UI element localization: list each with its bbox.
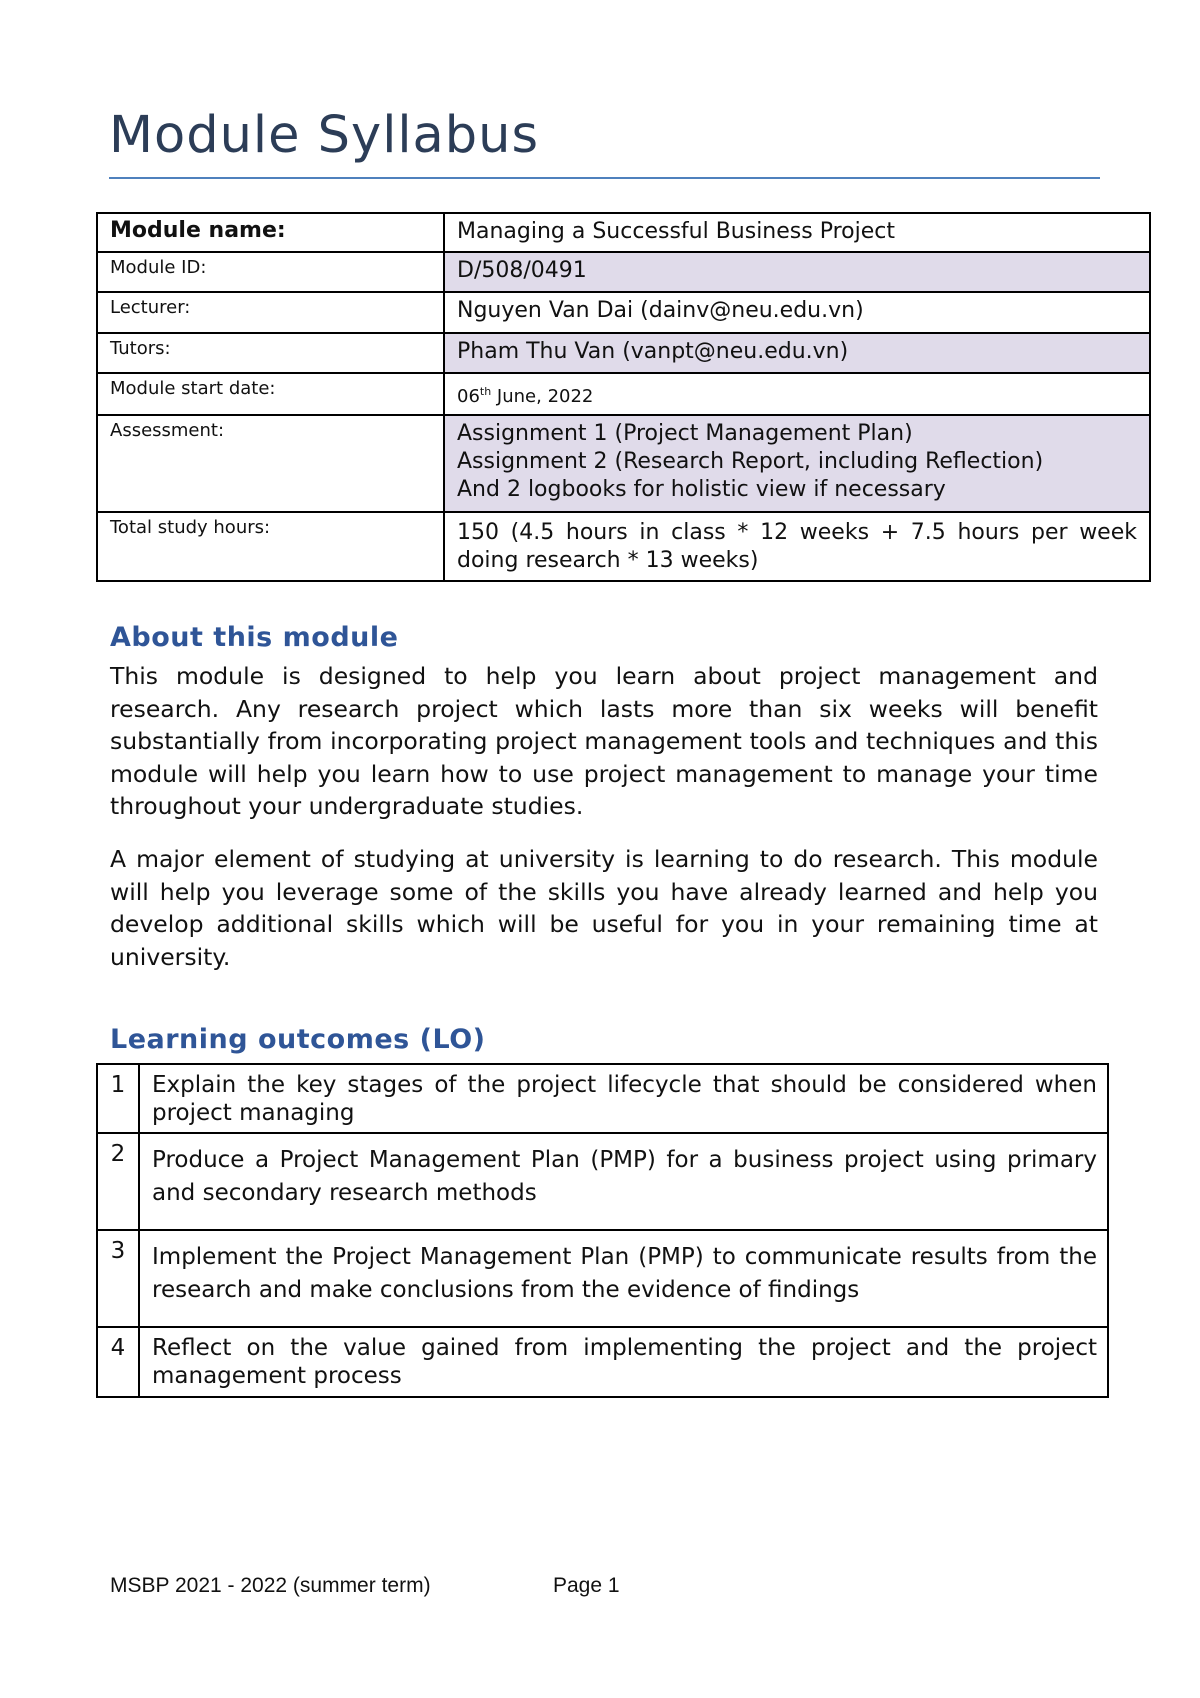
row-start-date [97, 373, 1150, 415]
about-heading: About this module [110, 622, 399, 653]
lo-number: 4 [97, 1327, 139, 1397]
date-day: 06 [457, 386, 480, 407]
assessment-line: Assignment 1 (Project Management Plan) [457, 421, 913, 446]
lo-row [97, 1133, 1108, 1230]
module-name-value: Managing a Successful Business Project [444, 213, 1150, 252]
lo-row [97, 1064, 1108, 1133]
footer-term: MSBP 2021 - 2022 (summer term) [110, 1574, 431, 1597]
label: Module start date: [97, 373, 444, 415]
assessment-value [444, 415, 1150, 512]
lo-text: Implement the Project Management Plan (PMP) to communicate results from the research and make conclusions from the evidence of findings [139, 1230, 1108, 1327]
row-module-id [97, 252, 1150, 292]
assessment-line: Assignment 2 (Research Report, including Reflection) [457, 449, 1044, 474]
title-underline [109, 177, 1100, 179]
page-title: Module Syllabus [109, 106, 540, 165]
label: Assessment: [97, 415, 444, 512]
assessment-line: And 2 logbooks for holistic view if necessary [457, 477, 946, 502]
lo-text: Explain the key stages of the project lifecycle that should be considered when project managing [139, 1064, 1108, 1133]
module-id-value: D/508/0491 [444, 252, 1150, 292]
label: Total study hours: [97, 512, 444, 581]
label: Module name: [97, 213, 444, 252]
row-tutors [97, 333, 1150, 373]
lo-number: 1 [97, 1064, 139, 1133]
lecturer-value: Nguyen Van Dai (dainv@neu.edu.vn) [444, 292, 1150, 333]
label: Lecturer: [97, 292, 444, 333]
learning-outcomes-heading: Learning outcomes (LO) [110, 1024, 486, 1055]
lo-number: 3 [97, 1230, 139, 1327]
date-rest: June, 2022 [491, 386, 594, 407]
start-date-value [444, 373, 1150, 415]
row-lecturer [97, 292, 1150, 333]
row-study-hours [97, 512, 1150, 581]
lo-number: 2 [97, 1133, 139, 1230]
footer-page-number: Page 1 [553, 1574, 620, 1597]
row-module-name [97, 213, 1150, 252]
about-paragraph: A major element of studying at university is learning to do research. This module will help you leverage some of the skills you have already learned and help you develop additional skills which will be useful for you in your remaining time at university. [110, 845, 1098, 971]
label: Module ID: [97, 252, 444, 292]
lo-text: Produce a Project Management Plan (PMP) for a business project using primary and secondary research methods [139, 1133, 1108, 1230]
lo-row [97, 1230, 1108, 1327]
label: Tutors: [97, 333, 444, 373]
about-paragraph: This module is designed to help you learn about project management and research. Any research project which lasts more than six weeks will benefit substantially from incorporating project management tools and techniques and this module will help you learn how to use project management to manage your time throughout your undergraduate studies. [110, 662, 1098, 820]
tutors-value: Pham Thu Van (vanpt@neu.edu.vn) [444, 333, 1150, 373]
module-info-table [96, 212, 1151, 582]
date-suffix: th [479, 385, 492, 398]
lo-row [97, 1327, 1108, 1397]
row-assessment [97, 415, 1150, 512]
study-hours-value: 150 (4.5 hours in class * 12 weeks + 7.5 hours per week doing research * 13 weeks) [444, 512, 1150, 581]
learning-outcomes-table [96, 1063, 1109, 1398]
lo-text: Reflect on the value gained from implementing the project and the project management process [139, 1327, 1108, 1397]
